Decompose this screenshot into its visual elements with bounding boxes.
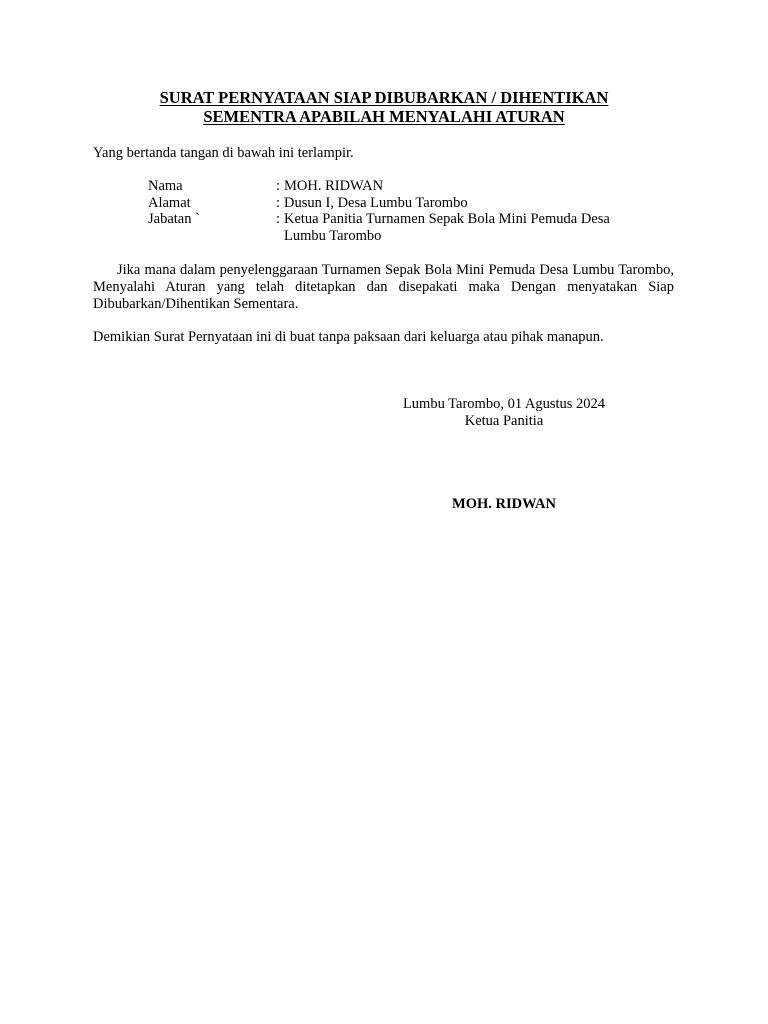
identity-block xyxy=(148,178,648,244)
identity-row-jabatan xyxy=(148,211,648,244)
signer-name: MOH. RIDWAN xyxy=(452,496,556,512)
signer-role: Ketua Panitia xyxy=(464,412,544,429)
title-line-1: SURAT PERNYATAAN SIAP DIBUBARKAN / DIHENTIKAN xyxy=(159,88,609,107)
intro-text: Yang bertanda tangan di bawah ini terlampir. xyxy=(93,145,354,161)
identity-value: Dusun I, Desa Lumbu Tarombo xyxy=(284,194,468,211)
identity-value: MOH. RIDWAN xyxy=(284,178,384,194)
identity-label: Jabatan ` xyxy=(148,211,200,227)
title-line-2: SEMENTRA APABILAH MENYALAHI ATURAN xyxy=(203,107,565,126)
identity-colon: : xyxy=(276,194,281,211)
signature-block xyxy=(380,396,628,429)
identity-label: Nama xyxy=(148,178,183,194)
identity-row-alamat xyxy=(148,195,648,212)
document-title xyxy=(0,88,768,126)
closing-paragraph: Demikian Surat Pernyataan ini di buat tanpa paksaan dari keluarga atau pihak manapun. xyxy=(93,329,604,345)
identity-row-nama xyxy=(148,178,648,195)
identity-colon: : xyxy=(276,211,281,227)
identity-value: Ketua Panitia Turnamen Sepak Bola Mini Pemuda Desa Lumbu Tarombo xyxy=(284,211,610,244)
identity-label: Alamat xyxy=(148,194,191,211)
statement-paragraph: Jika mana dalam penyelenggaraan Turnamen Sepak Bola Mini Pemuda Desa Lumbu Tarombo, Menyalahi Aturan yang telah ditetapkan dan disepakati maka Dengan menyatakan Siap Dibubarkan/Dihentikan Sementara. xyxy=(93,262,674,312)
place-date: Lumbu Tarombo, 01 Agustus 2024 xyxy=(402,396,606,412)
identity-colon: : xyxy=(276,178,281,194)
